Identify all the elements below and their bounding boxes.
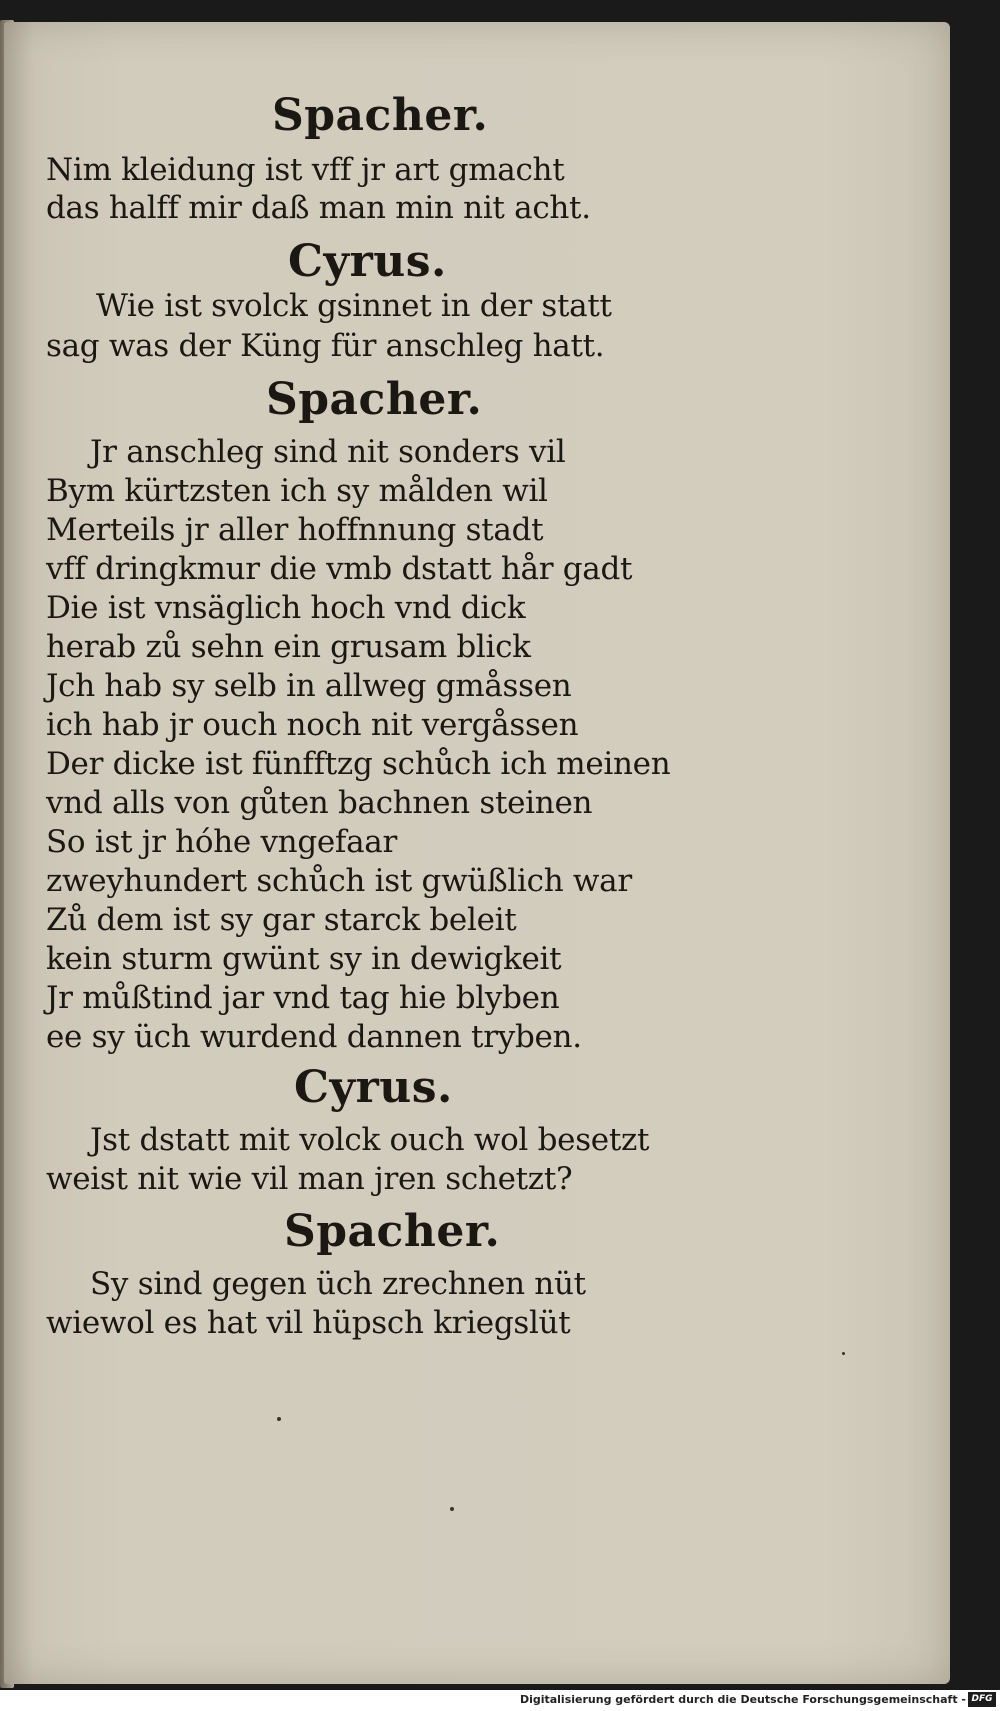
book-page bbox=[4, 22, 950, 1684]
paper-speck bbox=[842, 1352, 845, 1355]
verse-line: Bym kürtzsten ich sy målden wil bbox=[46, 473, 548, 509]
verse-line: weist nit wie vil man jren schetzt? bbox=[46, 1161, 573, 1197]
speaker-heading: Cyrus. bbox=[288, 236, 447, 287]
verse-line: zweyhundert schůch ist gwüßlich war bbox=[46, 863, 632, 899]
verse-line: Jr anschleg sind nit sonders vil bbox=[90, 434, 566, 470]
verse-line: sag was der Küng für anschleg hatt. bbox=[46, 328, 605, 364]
verse-line: So ist jr hóhe vngefaar bbox=[46, 824, 397, 860]
verse-line: Jst dstatt mit volck ouch wol besetzt bbox=[90, 1122, 650, 1158]
verse-line: Zů dem ist sy gar starck beleit bbox=[46, 902, 517, 938]
paper-speck bbox=[277, 1417, 281, 1421]
verse-line: vff dringkmur die vmb dstatt hår gadt bbox=[46, 551, 633, 587]
funding-credit: Digitalisierung gefördert durch die Deutsche Forschungsgemeinschaft - bbox=[519, 1693, 966, 1706]
verse-line: herab zů sehn ein grusam blick bbox=[46, 629, 531, 665]
verse-line: Sy sind gegen üch zrechnen nüt bbox=[90, 1266, 586, 1302]
speaker-heading: Spacher. bbox=[284, 1206, 501, 1257]
verse-line: Merteils jr aller hoffnnung stadt bbox=[46, 512, 544, 548]
verse-line: Der dicke ist fünfftzg schůch ich meinen bbox=[46, 746, 671, 782]
speaker-heading: Cyrus. bbox=[294, 1062, 453, 1113]
verse-line: Jr můßtind jar vnd tag hie blyben bbox=[46, 980, 560, 1016]
verse-line: kein sturm gwünt sy in dewigkeit bbox=[46, 941, 562, 977]
verse-line: Nim kleidung ist vff jr art gmacht bbox=[46, 152, 565, 188]
footer-bar bbox=[0, 1690, 1000, 1711]
verse-line: das halff mir daß man min nit acht. bbox=[46, 190, 591, 226]
verse-line: Jch hab sy selb in allweg gmåssen bbox=[46, 668, 572, 704]
verse-line: vnd alls von gůten bachnen steinen bbox=[46, 785, 593, 821]
speaker-heading: Spacher. bbox=[266, 374, 483, 425]
dfg-logo: DFG bbox=[968, 1692, 996, 1707]
verse-line: Wie ist svolck gsinnet in der statt bbox=[96, 288, 612, 324]
verse-line: Die ist vnsäglich hoch vnd dick bbox=[46, 590, 526, 626]
verse-line: ee sy üch wurdend dannen tryben. bbox=[46, 1019, 582, 1055]
verse-line: wiewol es hat vil hüpsch kriegslüt bbox=[46, 1305, 571, 1341]
speaker-heading: Spacher. bbox=[272, 90, 489, 141]
paper-speck bbox=[450, 1507, 454, 1511]
verse-line: ich hab jr ouch noch nit vergåssen bbox=[46, 707, 579, 743]
